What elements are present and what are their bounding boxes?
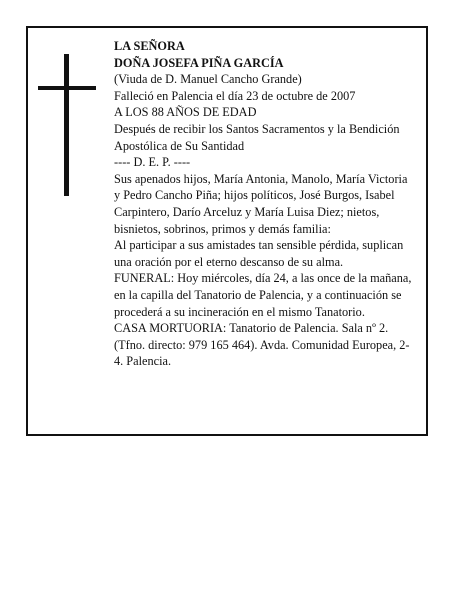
- prayer-request-paragraph: Al participar a sus amistades tan sensible pérdida, suplican una oración por el eterno descanso de su alma.: [114, 238, 404, 269]
- family-paragraph: Sus apenados hijos, María Antonia, Manolo, María Victoria y Pedro Cancho Piña; hijos políticos, José Burgos, Isabel Carpintero, Darío Arceluz y María Luisa Diez; nietos, bisnietos, sobrinos, primos y demás familia:: [114, 171, 408, 236]
- death-date-line: Falleció en Palencia el día 23 de octubre de 2007: [114, 88, 356, 103]
- honorific: LA SEÑORA: [114, 39, 185, 53]
- funeral-paragraph: FUNERAL: Hoy miércoles, día 24, a las once de la mañana, en la capilla del Tanatorio de Palencia, y a continuación se procederá a su incineración en el mismo Tanatorio.: [114, 271, 412, 319]
- cross-icon-arm: [38, 86, 96, 90]
- wake-paragraph: CASA MORTUORIA: Tanatorio de Palencia. Sala nº 2. (Tfno. directo: 979 165 464). Avda. Comunidad Europea, 2-4. Palencia.: [114, 321, 410, 369]
- deceased-name: DOÑA JOSEFA PIÑA GARCÍA: [114, 55, 284, 70]
- sacraments-line: Después de recibir los Santos Sacramentos y la Bendición Apostólica de Su Santidad: [114, 121, 400, 153]
- cross-icon: [64, 54, 69, 196]
- widow-of-line: (Viuda de D. Manuel Cancho Grande): [114, 72, 302, 87]
- obituary-text-block: [114, 38, 414, 370]
- age-line: A LOS 88 AÑOS DE EDAD: [114, 105, 257, 120]
- rip-line: ---- D. E. P. ----: [114, 155, 191, 170]
